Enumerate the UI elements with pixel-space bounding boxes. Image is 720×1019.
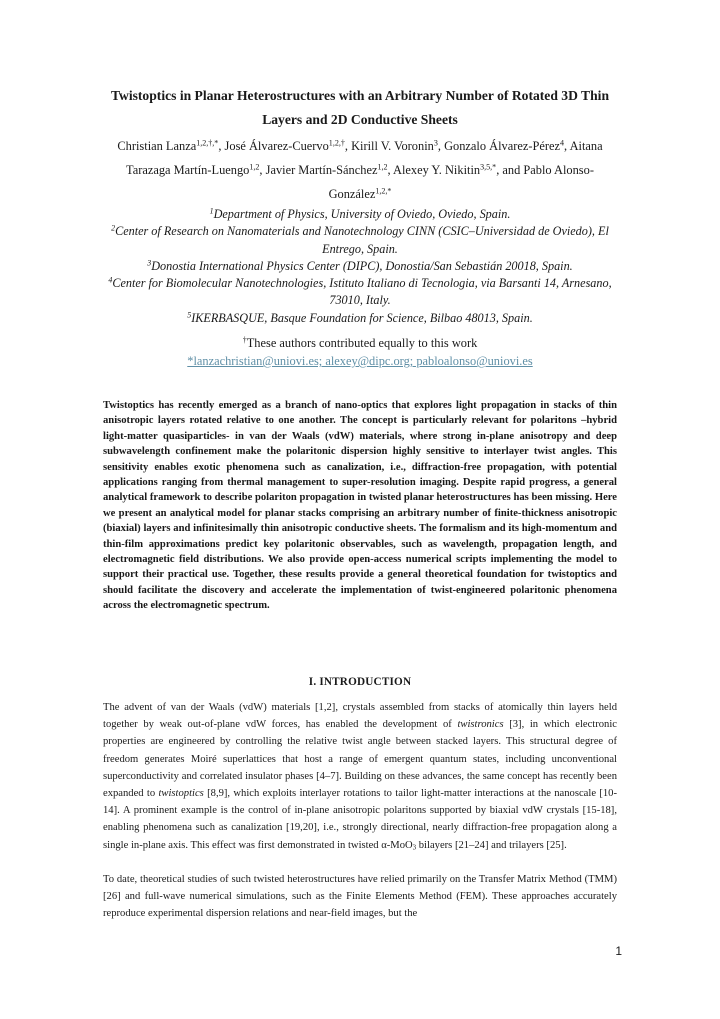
affiliation-number: 1 [209,206,214,216]
author-affiliation-marker: 1,2 [249,162,260,172]
author-affiliation-marker: 3 [433,138,438,148]
intro-emphasis: twistoptics [158,788,204,800]
affiliation-number: 3 [147,258,152,268]
affiliation-number: 5 [187,310,192,320]
equal-contribution-text: These authors contributed equally to this work [246,336,478,350]
affiliation-number: 2 [111,223,116,233]
page-number: 1 [615,944,622,958]
author-affiliation-marker: 1,2,†,* [196,138,219,148]
author-affiliation-marker: 1,2,† [328,138,345,148]
author-name: Alexey Y. Nikitin [393,163,481,177]
equal-contribution-note [100,334,620,352]
affiliation [100,310,620,327]
affiliation-text: IKERBASQUE, Basque Foundation for Science, Bilbao 48013, Spain. [191,310,533,325]
intro-paragraph: To date, theoretical studies of such twisted heterostructures have relied primarily on the Transfer Matrix Method (TMM) [26] and full-wave numerical simulations, such as the Finite Elements Method (FEM). These approaches accurately reproduce experimental dispersion relations and near-field images, but the [103,874,617,920]
section-heading: I. INTRODUCTION [308,676,412,688]
intro-paragraph [103,699,617,854]
author-conjunction: and [502,163,521,177]
intro-text: bilayers [21–24] and trilayers [25]. [416,839,567,851]
affiliation [100,275,620,310]
author-affiliation-marker: 3,5,* [480,162,497,172]
dagger-marker: † [242,335,247,345]
author-affiliation-marker: 4 [560,138,565,148]
author-name: Kirill V. Voronin [351,139,434,153]
intro-text: [8,9], which exploits interlayer rotations to tailor light-matter interactions at the nanoscale [10-14]. A prominent example is the control of in-plane anisotropic polaritons supported by biaxial vdW crystals [15-18], enabling phenomena such as canalization [19,20], i.e., strongly directional, nearly diffraction-free propagation along a single in-plane axis. This effect was first demonstrated in twisted α-MoO [103,788,617,851]
affiliation-text: Donostia International Physics Center (DIPC), Donostia/San Sebastián 20018, Spain. [151,258,573,273]
affiliation-number: 4 [108,275,113,285]
author-name: Javier Martín-Sánchez [265,163,378,177]
author-name: Christian Lanza [117,139,197,153]
intro-emphasis: twistronics [457,719,504,731]
intro-text: The advent of van der Waals (vdW) materials [1,2], crystals assembled from stacks of atomically thin layers held together by weak out-of-plane vdW forces, has enabled the development of [103,702,617,731]
intro-text: [3], in which electronic properties are engineered by controlling the relative twist angle between stacked layers. This structural degree of freedom generates Moiré superlattices that host a range of emergent quantum states, including unconventional superconductivity and correlated insulator phases [4–7]. Building on these advances, the same concept has recently been expanded to [103,719,617,800]
affiliation-text: Center of Research on Nanomaterials and Nanotechnology CINN (CSIC–Universidad de Oviedo), El Entrego, Spain. [115,224,609,256]
subscript: 3 [412,844,417,851]
affiliation [100,223,620,258]
affiliation [100,206,620,223]
contact-emails [100,352,620,370]
affiliation-text: Department of Physics, University of Oviedo, Oviedo, Spain. [213,207,511,221]
author-name: Pablo Alonso-González [328,163,594,201]
paper-title: Twistoptics in Planar Heterostructures with an Arbitrary Number of Rotated 3D Thin Layers and 2D Conductive Sheets [110,88,610,127]
author-name: José Álvarez-Cuervo [224,139,329,153]
author-affiliation-marker: 1,2 [377,162,388,172]
author-name: Gonzalo Álvarez-Pérez [444,139,561,153]
affiliation [100,258,620,275]
affiliation-text: Center for Biomolecular Nanotechnologies, Istituto Italiano di Tecnologia, via Barsanti 14, Arnesano, 73010, Italy. [112,276,612,308]
email-links[interactable]: *lanzachristian@uniovi.es; alexey@dipc.org; pabloalonso@uniovi.es [187,354,533,368]
author-name: Aitana Tarazaga Martín-Luengo [126,139,603,177]
author-list: Christian Lanza$^{1,2,\dagger,*}$, José Álvarez-Cuervo$^{1,2,\dagger}$, Kirill V. Voronin$^3$, Gonzalo Álvarez-Pérez$^4$, Aitana Tarazaga Martín-Luengo$^{1,2}$, Javier Martín-Sánchez$^{1,2}$, Alexey Y. Nikitin$^{3,5,*}$, and Pablo Alonso-González$^{1,2,*}$ [117,138,603,201]
author-affiliation-marker: 1,2,* [375,186,392,196]
abstract: Twistoptics has recently emerged as a branch of nano-optics that explores light propagation in stacks of thin anisotropic layers rotated relative to one another. The concept is particularly relevant for polaritons –hybrid light-matter quasiparticles- in van der Waals (vdW) materials, where strong in-plane anisotropy and deep subwavelength confinement make the polaritonic dispersion highly sensitive to interlayer twist angles. This sensitivity enables exotic phenomena such as canalization, i.e., diffraction-free propagation, with potential applications ranging from thermal management to super-resolution imaging. Despite rapid progress, a general analytical framework to describe polariton propagation in twisted planar heterostructures has been missing. Here we present an analytical model for planar stacks comprising an arbitrary number of finite-thickness anisotropic (biaxial) layers and infinitesimally thin anisotropic conductive sheets. The formalism and its high-momentum and thin-film approximations predict key polaritonic observables, such as wavelength, propagation length, and electromagnetic field distributions. We also provide open-access numerical scripts implementing the model to support their practical use. Together, these results provide a general theoretical foundation for twistoptics and should facilitate the discovery and accelerate the implementation of twist-engineered polaritonic phenomena across the electromagnetic spectrum. [103,400,617,612]
affiliation-list [100,206,620,327]
